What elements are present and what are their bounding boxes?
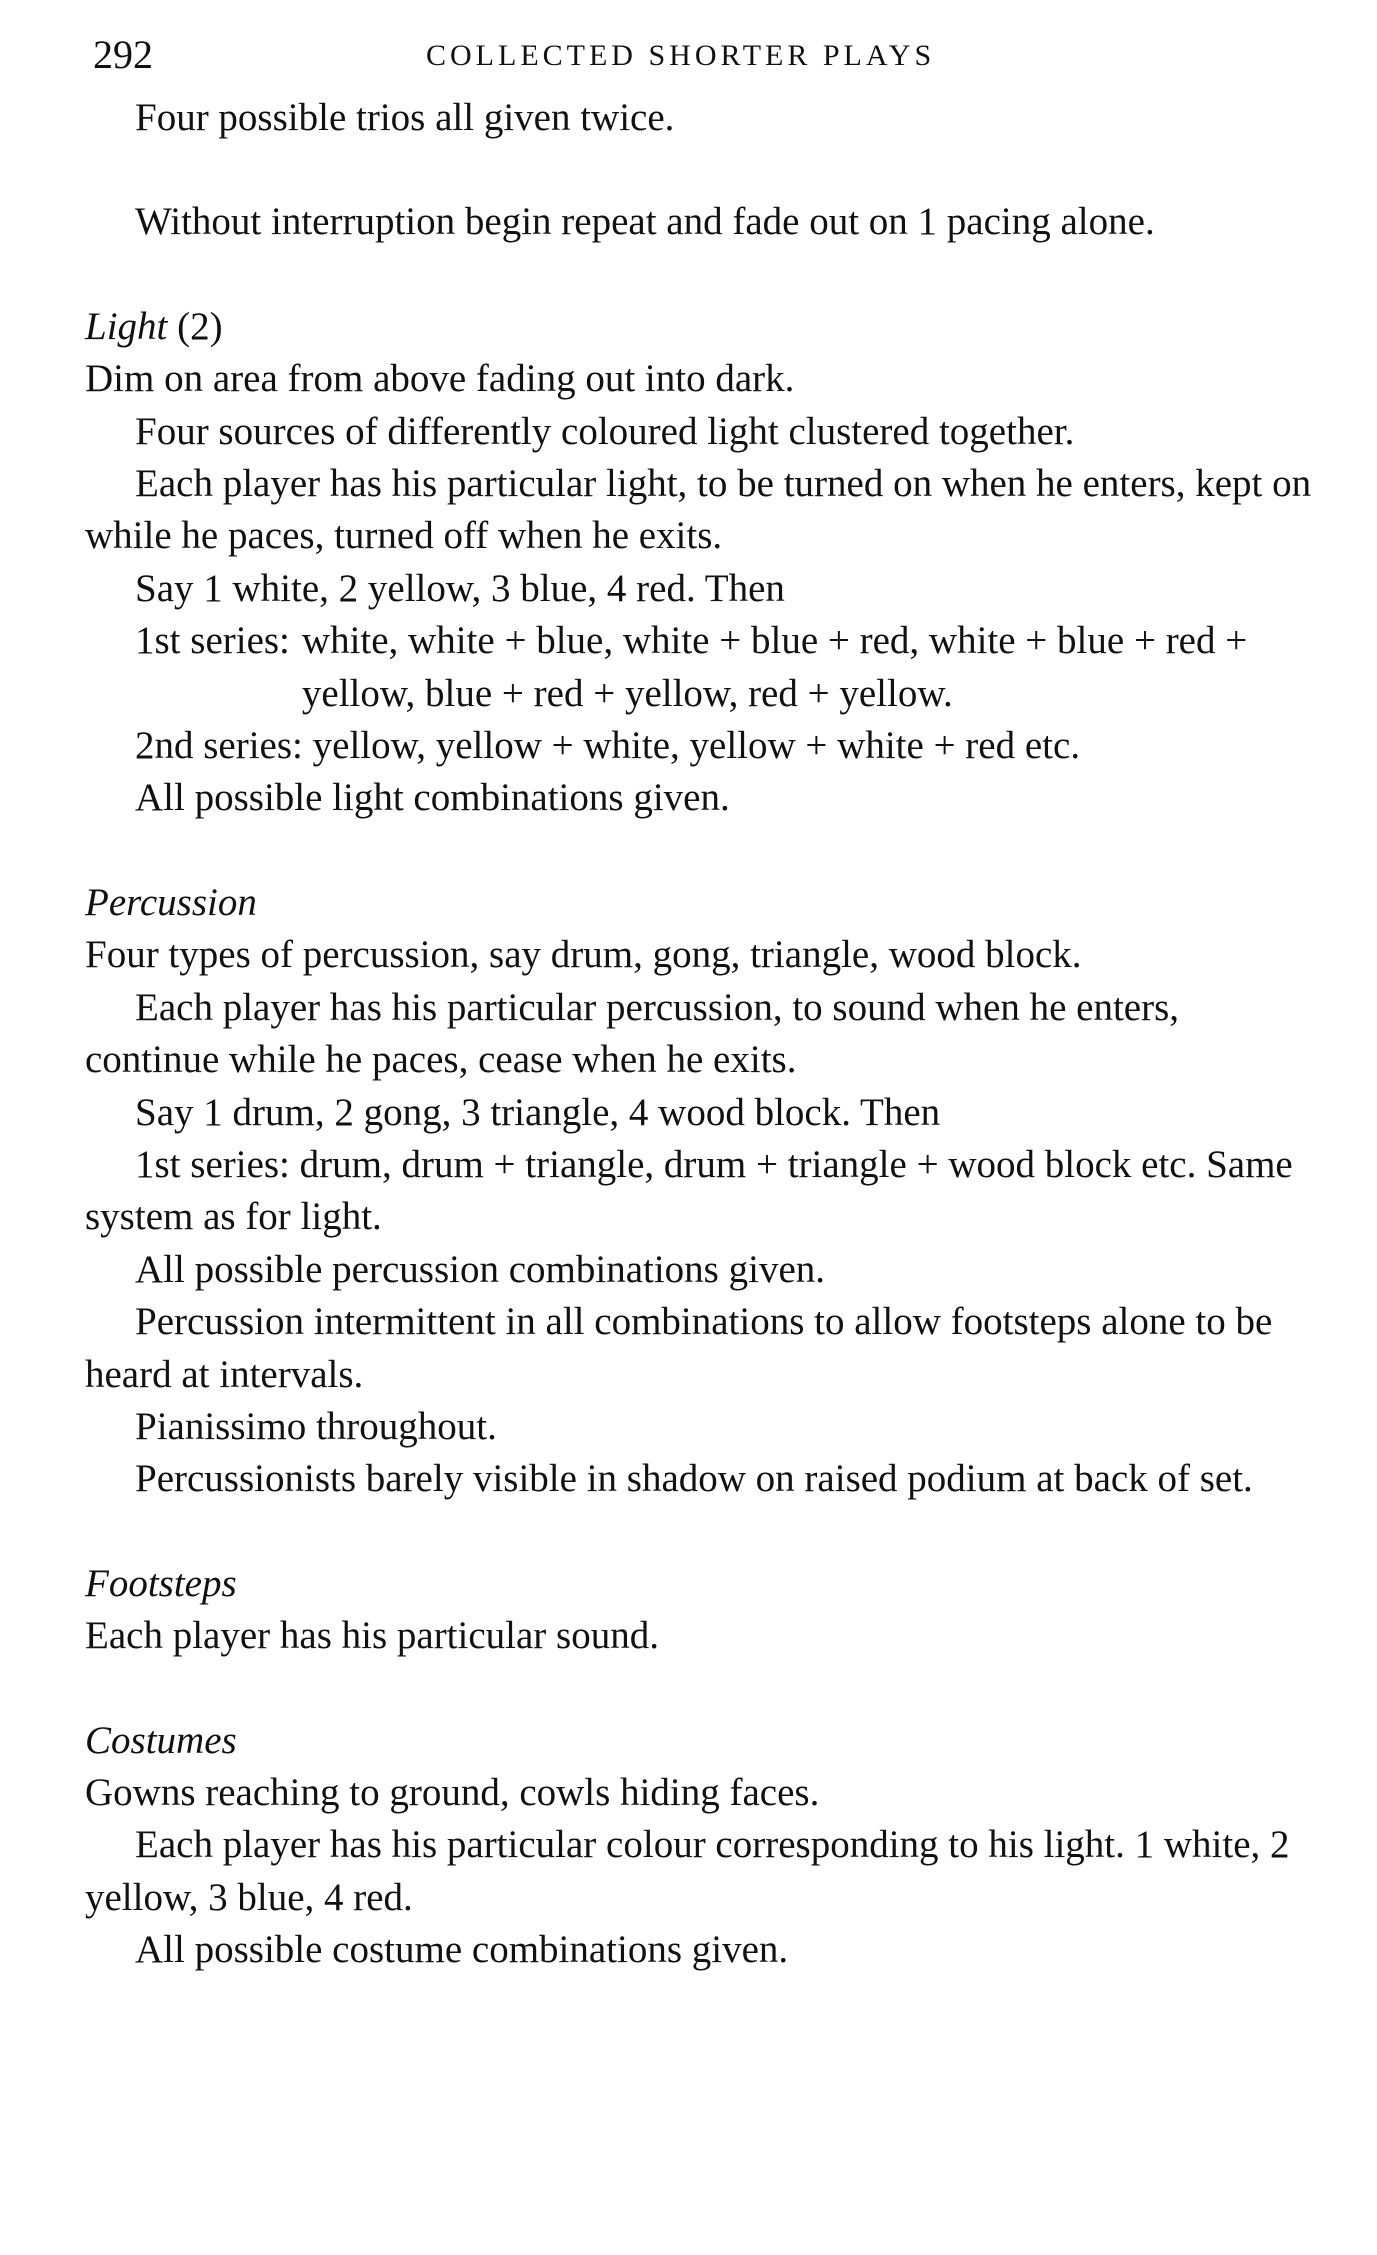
paragraph: All possible percussion combinations given.: [135, 1247, 826, 1291]
page-number: 292: [93, 32, 153, 77]
section-heading-light-title: Light: [85, 304, 168, 348]
series-label: 1st series:: [135, 619, 290, 663]
paragraph: Without interruption begin repeat and fade out on 1 pacing alone.: [135, 200, 1155, 244]
paragraph-gap: [85, 1506, 1315, 1558]
paragraph-gap: [85, 1663, 1315, 1715]
paragraph: Four sources of differently coloured light clustered together.: [135, 409, 1075, 453]
section-heading-light-number: (2): [167, 304, 223, 348]
section-heading-light: [85, 301, 1315, 353]
paragraph: Gowns reaching to ground, cowls hiding faces.: [85, 1770, 820, 1814]
section-heading-percussion: Percussion: [85, 880, 257, 924]
paragraph-gap: [85, 825, 1315, 877]
paragraph: 2nd series: yellow, yellow + white, yellow + white + red etc.: [135, 724, 1081, 768]
running-title: COLLECTED SHORTER PLAYS: [426, 39, 936, 72]
section-heading-costumes: Costumes: [85, 1718, 237, 1762]
series-text: white, white + blue, white + blue + red, white + blue + red + yellow, blue + red + yellow, red + yellow.: [301, 619, 1248, 715]
paragraph: Each player has his particular light, to be turned on when he enters, kept on while he paces, turned off when he exits.: [85, 462, 1312, 558]
body-text: [85, 92, 1315, 1977]
paragraph-gap: [85, 144, 1315, 196]
paragraph: Four types of percussion, say drum, gong, triangle, wood block.: [85, 933, 1082, 977]
paragraph: Dim on area from above fading out into dark.: [85, 357, 795, 401]
paragraph: Pianissimo throughout.: [135, 1404, 497, 1448]
paragraph: Say 1 white, 2 yellow, 3 blue, 4 red. Then: [135, 566, 785, 610]
paragraph: All possible light combinations given.: [135, 776, 730, 820]
section-heading-footsteps: Footsteps: [85, 1561, 237, 1605]
paragraph: 1st series: drum, drum + triangle, drum + triangle + wood block etc. Same system as for light.: [85, 1142, 1293, 1239]
paragraph: Each player has his particular colour corresponding to his light. 1 white, 2 yellow, 3 blue, 4 red.: [85, 1823, 1290, 1919]
paragraph: Percussion intermittent in all combinations to allow footsteps alone to be heard at intervals.: [85, 1300, 1273, 1396]
paragraph: Percussionists barely visible in shadow on raised podium at back of set.: [135, 1457, 1253, 1501]
paragraph: Four possible trios all given twice.: [135, 96, 675, 139]
running-head: [93, 22, 993, 82]
paragraph: Each player has his particular sound.: [85, 1614, 659, 1658]
paragraph: All possible costume combinations given.: [135, 1928, 789, 1972]
paragraph-gap: [85, 249, 1315, 301]
series-entry: [85, 615, 1315, 720]
paragraph: Each player has his particular percussion, to sound when he enters, continue while he paces, cease when he exits.: [85, 985, 1180, 1082]
paragraph: Say 1 drum, 2 gong, 3 triangle, 4 wood block. Then: [135, 1090, 941, 1134]
